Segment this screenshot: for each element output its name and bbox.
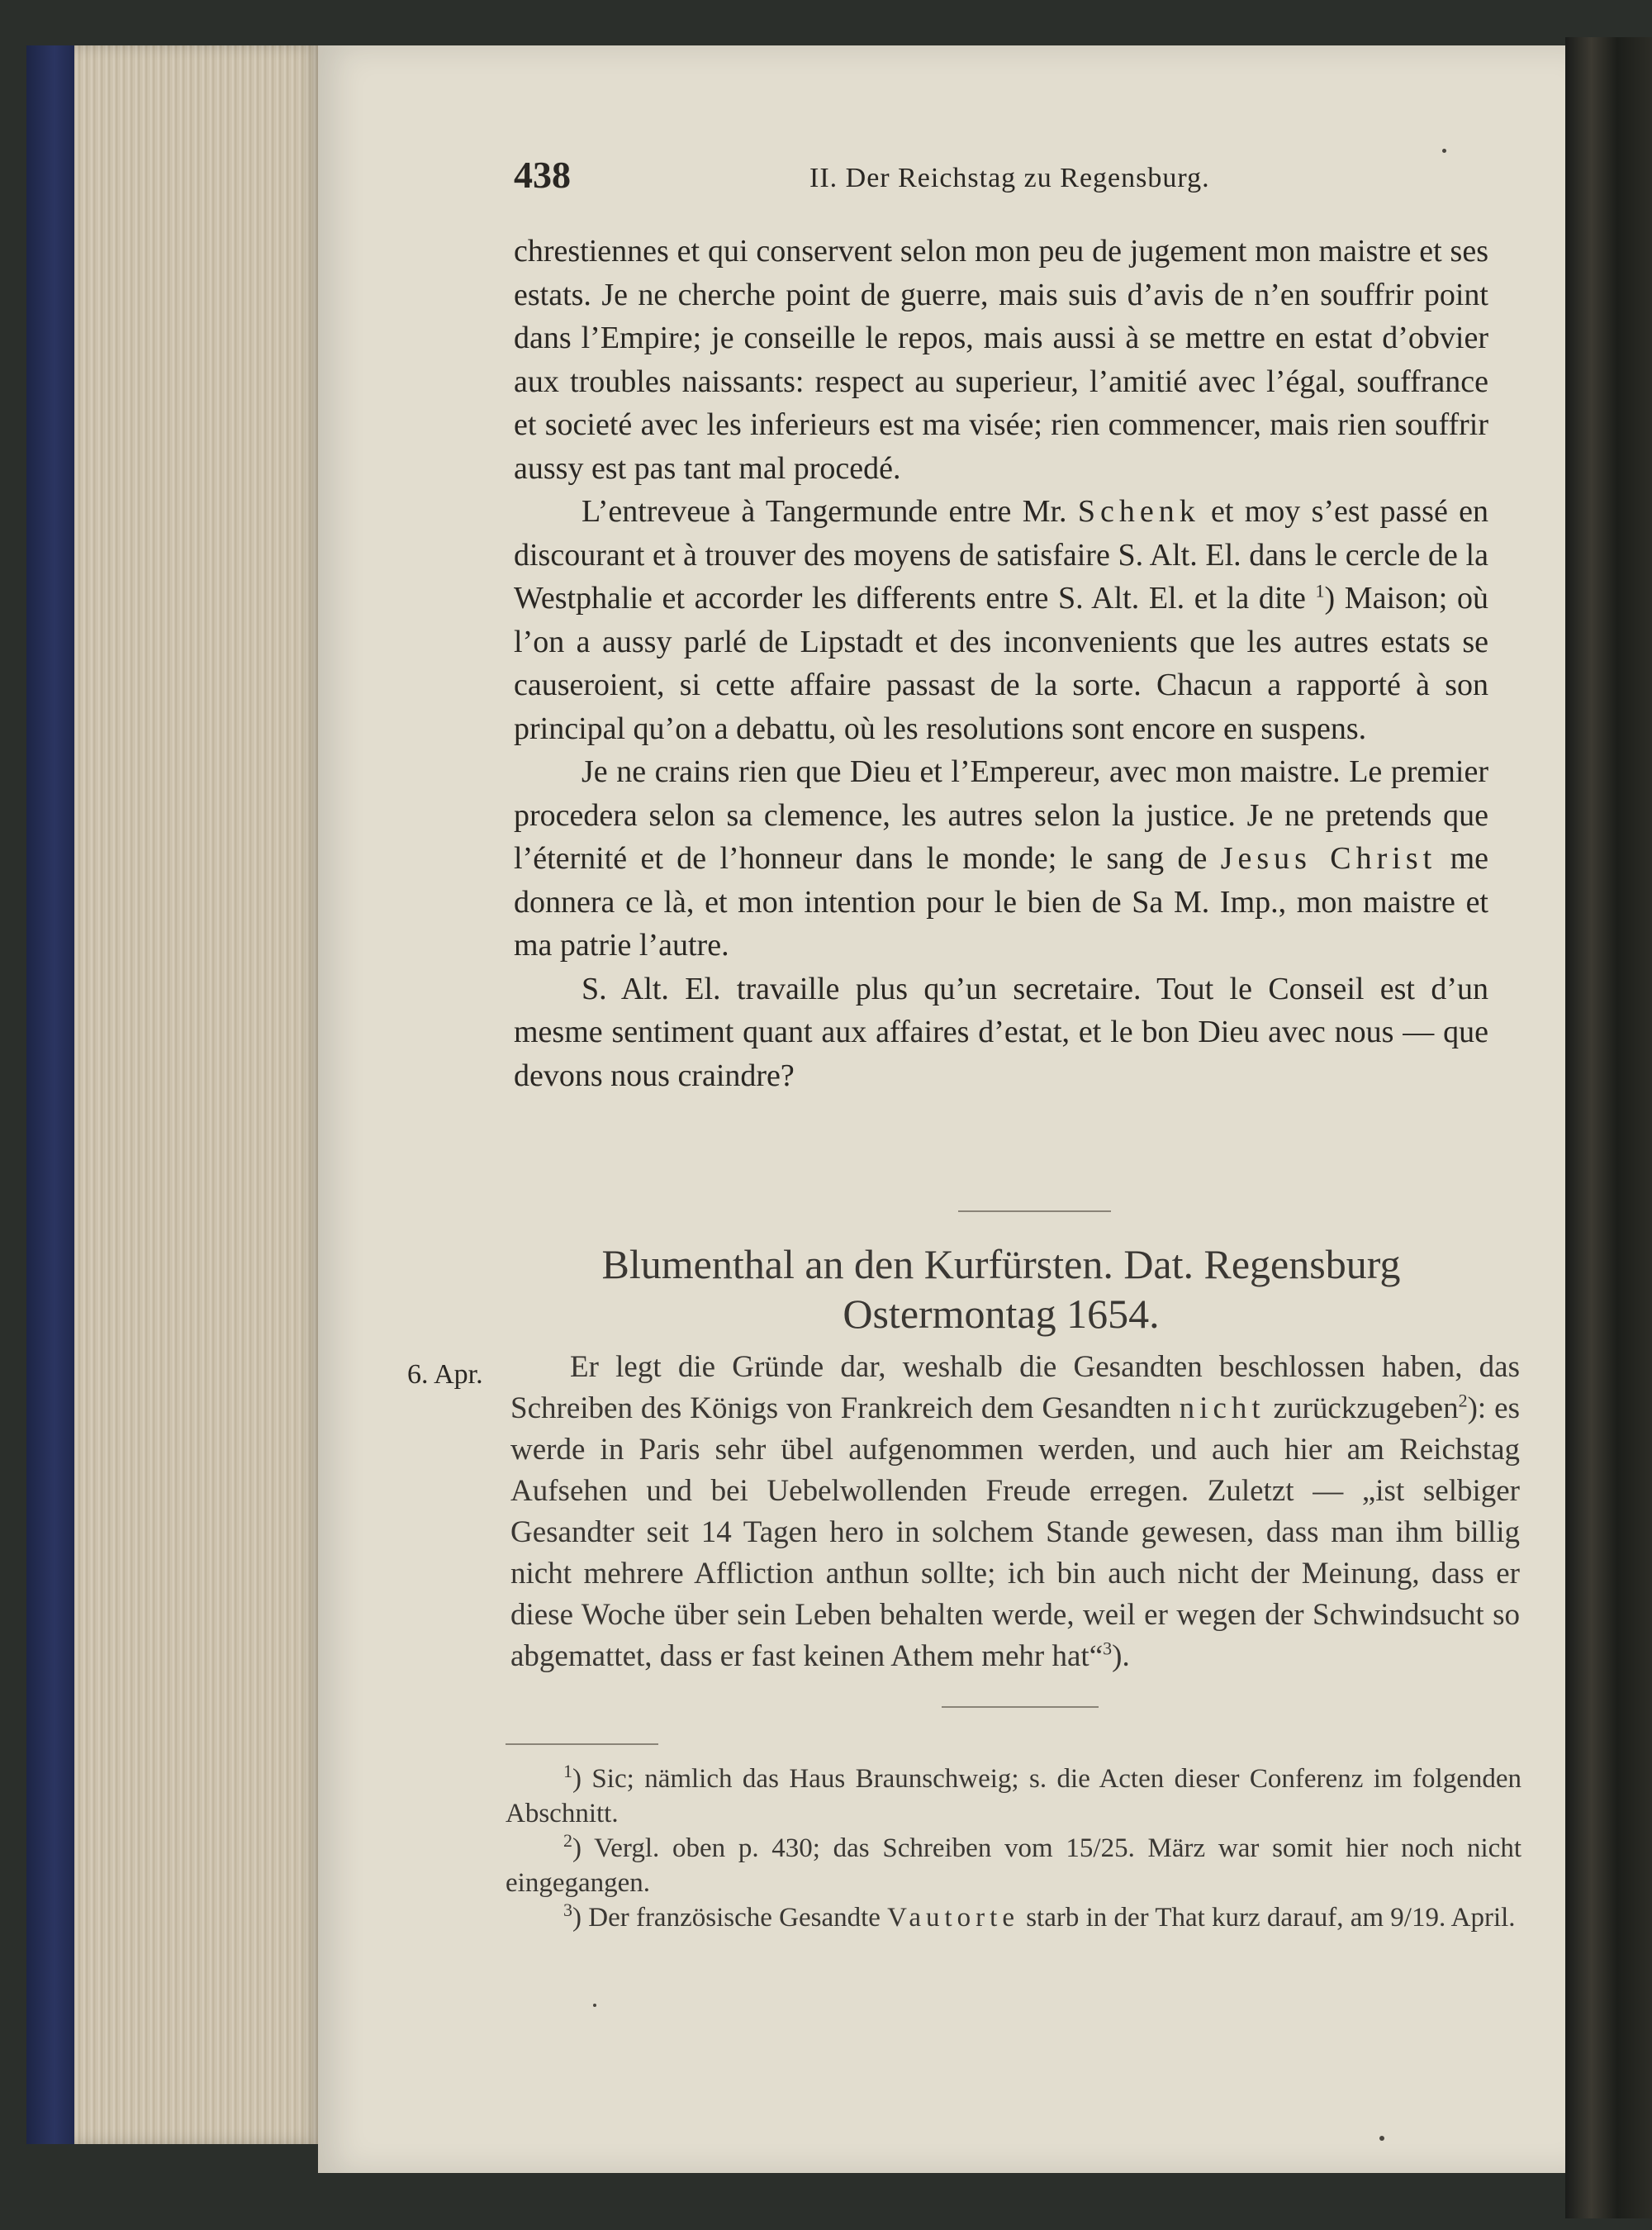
letter-text	[514, 230, 1488, 1097]
page-number: 438	[514, 154, 571, 196]
paragraph-4: S. Alt. El. travaille plus qu’un secretaire. Tout le Conseil est d’un mesme sentiment quant aux affaires d’estat, et le bon Dieu avec nous — que devons nous craindre?	[514, 971, 1488, 1093]
paragraph-1: chrestiennes et qui conservent selon mon peu de jugement mon maistre et ses estats. Je ne cherche point de guerre, mais suis d’avis de n’en souffrir point dans l’Empire; je conseille le repos, mais aussi à se mettre en estat d’obvier aux troubles naissants: respect au superieur, l’amitié avec l’égal, souffrance et societé avec les inferieurs est ma visée; rien commencer, mais rien souffrir aussy est pas tant mal procedé.	[514, 234, 1488, 486]
paragraph-3: Je ne crains rien que Dieu et l’Empereur, avec mon maistre. Le premier procedera selon sa clemence, les autres selon la justice. Je ne pretends que l’éternité et de l’honneur dans le monde; le sang de Jesus Christ me donnera ce là, et mon intention pour le bien de Sa M. Imp., mon maistre et ma patrie l’autre.	[514, 754, 1488, 963]
margin-date: 6. Apr.	[407, 1359, 483, 1390]
section-heading-line-2: Ostermontag 1654.	[843, 1291, 1160, 1337]
page-stack-edge	[74, 45, 322, 2144]
name-jesus-christ: Jesus Christ	[1220, 841, 1437, 876]
section-divider-top	[958, 1210, 1111, 1212]
paper-speck	[1379, 2136, 1384, 2141]
footnotes	[506, 1762, 1521, 1935]
running-title: II. Der Reichstag zu Regensburg.	[809, 163, 1210, 193]
footnote-3: $^3$) Der französische Gesandte Vautorte starb in der That kurz darauf, am 9/19. April.	[563, 1900, 1516, 1933]
section-heading	[514, 1239, 1488, 1338]
footnote-separator	[506, 1743, 658, 1745]
section-divider-bottom	[942, 1706, 1099, 1708]
footnote-ref-1: 1	[1315, 580, 1325, 601]
section-heading-line-1: Blumenthal an den Kurfürsten. Dat. Regensburg	[601, 1241, 1401, 1287]
name-schenk: Schenk	[1077, 494, 1200, 529]
paragraph-2: L’entreveue à Tangermunde entre Mr. Schenk et moy s’est passé en discourant et à trouver des moyens de satisfaire S. Alt. El. dans le cercle de la Westphalie et accorder les differents entre S. Alt. El. et la dite $^1$) Maison; où l’on a aussy parlé de Lipstadt et des inconvenients que les autres estats se causeroient, si cette affaire passast de la sorte. Chacun a rapporté à son principal qu’on a debattu, où les resolutions sont encore en suspens.	[514, 494, 1489, 746]
footnote-1: $^1$) Sic; nämlich das Haus Braunschweig; s. die Acten dieser Conferenz im folgenden Abschnitt.	[506, 1761, 1521, 1828]
word-nicht: nicht	[1179, 1391, 1265, 1425]
footnote-ref-3: 3	[1103, 1638, 1113, 1659]
footnote-2: $^2$) Vergl. oben p. 430; das Schreiben vom 15/25. März war somit hier noch nicht eingegangen.	[506, 1830, 1521, 1898]
footnote-ref-2: 2	[1458, 1390, 1468, 1411]
paper-speck	[1442, 149, 1446, 153]
facing-page-edge	[1565, 37, 1652, 2218]
name-vautorte: Vautorte	[887, 1903, 1019, 1933]
letter-summary: Er legt die Gründe dar, weshalb die Gesandten beschlossen haben, das Schreiben des Königs von Frankreich dem Gesandten nicht zurückzugeben$^2$): es werde in Paris sehr übel aufgenommen werden, und auch hier am Reichstag Aufsehen und bei Uebelwollenden Freude erregen. Zuletzt — „ist selbiger Gesandter seit 14 Tagen hero in solchem Stande gewesen, dass man ihm billig nicht mehrere Affliction anthun sollte; ich bin auch nicht der Meinung, dass er diese Woche über sein Leben behalten werde, weil er wegen der Schwindsucht so abgemattet, dass er fast keinen Athem mehr hat“$^3$).	[510, 1350, 1520, 1673]
page-header	[514, 153, 1652, 202]
paper-speck	[593, 2004, 596, 2007]
